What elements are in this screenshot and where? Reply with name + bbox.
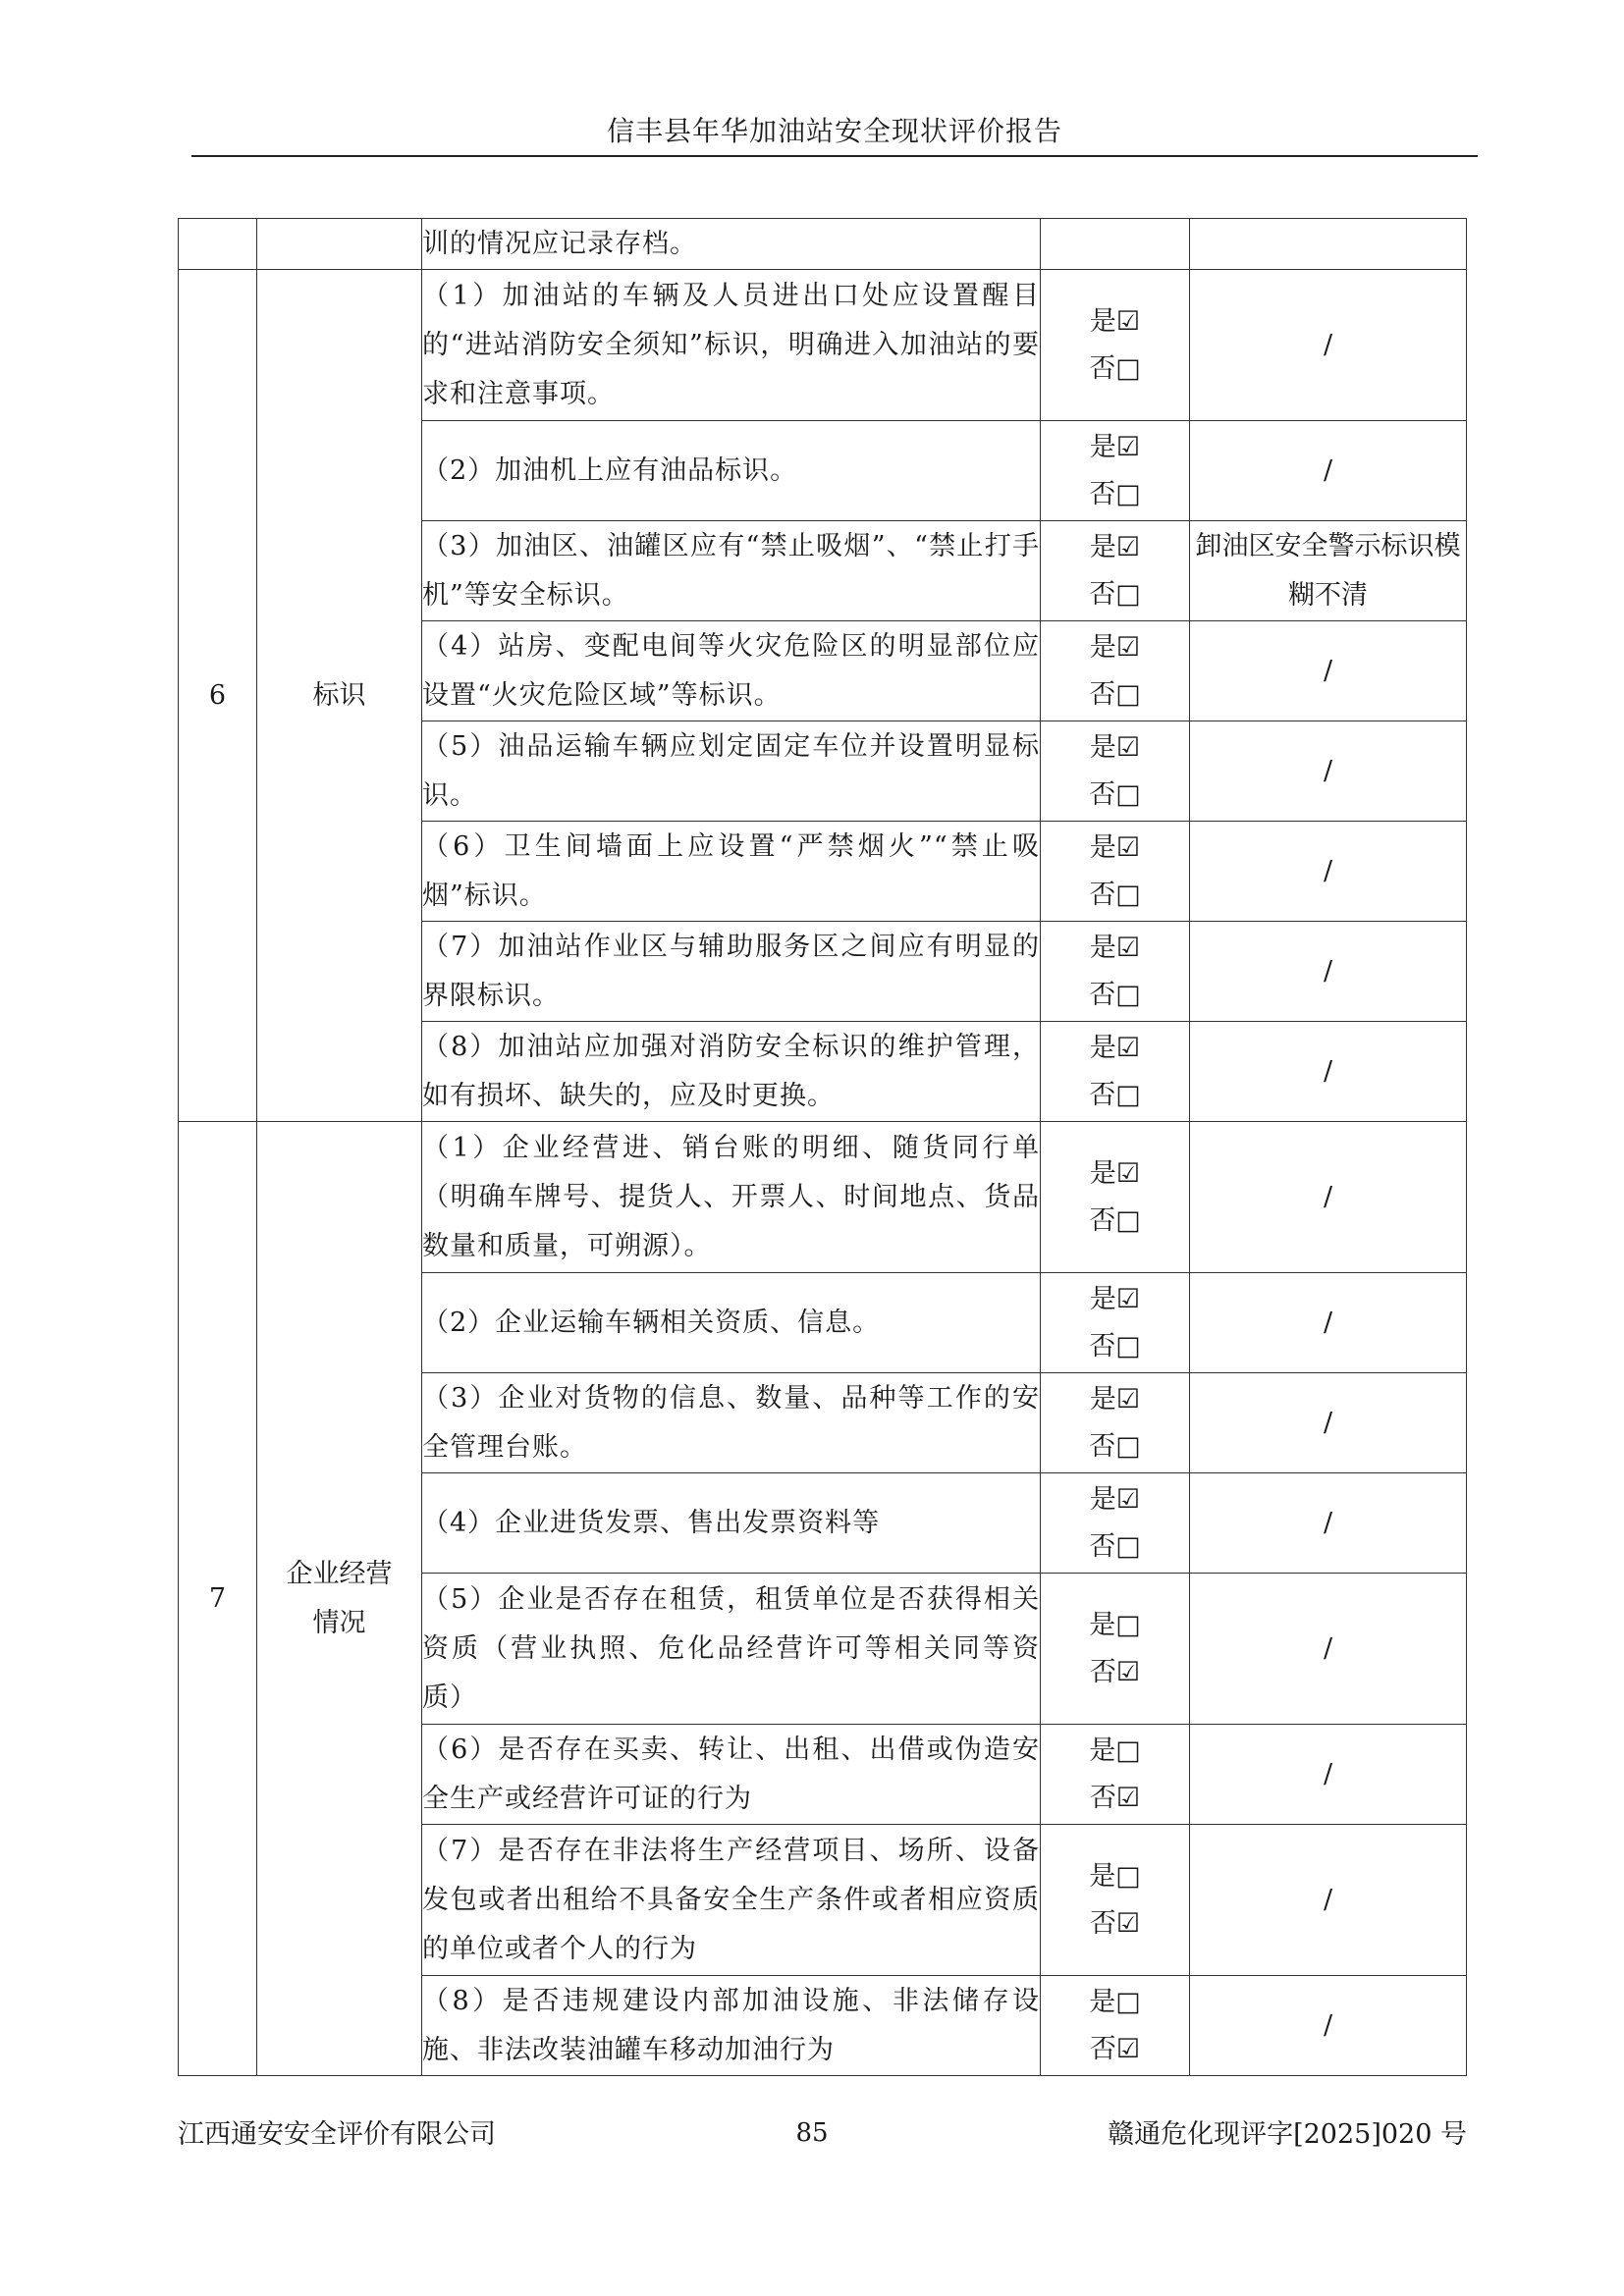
remark-cell: / [1190,1825,1467,1976]
no-checkbox: 否□ [1089,578,1141,610]
yes-checkbox: 是☑ [1089,1032,1141,1063]
remark-cell: / [1190,1473,1467,1574]
remark-cell: / [1190,1273,1467,1373]
category-label: 标识 [312,679,366,711]
category-label: 企业经营情况 [286,1558,393,1638]
check-item-text: （2）加油机上应有油品标识。 [422,421,1041,521]
yes-no-cell [1041,521,1190,621]
footer-document-number: 赣通危化现评字[2025]020 号 [1108,2119,1467,2150]
yes-checkbox: 是□ [1089,1860,1141,1892]
yes-no-cell [1041,1825,1190,1976]
remark-cell: / [1190,1725,1467,1825]
remark-cell: / [1190,1022,1467,1122]
yes-no-cell [1041,621,1190,721]
check-item-text: 训的情况应记录存档。 [422,219,1041,270]
check-item-text: （5）油品运输车辆应划定固定车位并设置明显标识。 [422,721,1041,822]
remark-cell: / [1190,721,1467,822]
remark-cell: / [1190,621,1467,721]
yes-no-cell [1041,1725,1190,1825]
no-checkbox: 否□ [1089,1079,1141,1110]
yes-checkbox: 是☑ [1089,531,1141,562]
no-checkbox: 否☑ [1089,1782,1141,1813]
check-item-text: （6）是否存在买卖、转让、出租、出借或伪造安全生产或经营许可证的行为 [422,1725,1041,1825]
category-cell [257,219,422,270]
yes-no-cell [1041,1022,1190,1122]
yes-checkbox: 是□ [1089,1986,1141,2017]
no-checkbox: 否☑ [1089,2033,1141,2064]
table-row [179,1122,1467,1273]
remark-cell: / [1190,1976,1467,2076]
category-cell [257,1122,422,2076]
footer-company: 江西通安安全评价有限公司 [178,2119,496,2150]
yes-checkbox: 是☑ [1089,731,1141,763]
no-checkbox: 否□ [1089,879,1141,910]
remark-cell [1190,219,1467,270]
check-item-text: （8）是否违规建设内部加油设施、非法储存设施、非法改装油罐车移动加油行为 [422,1976,1041,2076]
no-checkbox: 否□ [1089,352,1141,384]
yes-no-cell [1041,922,1190,1022]
yes-no-cell [1041,421,1190,521]
check-item-text: （3）企业对货物的信息、数量、品种等工作的安全管理台账。 [422,1373,1041,1473]
remark-cell: / [1190,421,1467,521]
row-number: 7 [179,1122,257,2076]
no-checkbox: 否☑ [1089,1907,1141,1939]
remark-cell: / [1190,822,1467,922]
yes-checkbox: 是☑ [1089,932,1141,963]
header-divider [191,155,1478,157]
yes-checkbox: 是☑ [1089,1483,1141,1515]
yes-checkbox: 是□ [1089,1735,1141,1766]
remark-cell: / [1190,270,1467,421]
yes-no-cell [1041,1122,1190,1273]
yes-no-cell [1041,1273,1190,1373]
no-checkbox: 否□ [1089,1530,1141,1562]
row-number [179,219,257,270]
remark-cell: / [1190,1373,1467,1473]
yes-checkbox: 是☑ [1089,431,1141,462]
yes-no-cell [1041,822,1190,922]
remark-cell: / [1190,922,1467,1022]
no-checkbox: 否□ [1089,979,1141,1010]
yes-no-cell [1041,1473,1190,1574]
yes-no-cell [1041,721,1190,822]
check-item-text: （5）企业是否存在租赁，租赁单位是否获得相关资质（营业执照、危化品经营许可等相关同等资质） [422,1574,1041,1725]
check-item-text: （7）加油站作业区与辅助服务区之间应有明显的界限标识。 [422,922,1041,1022]
no-checkbox: 否☑ [1089,1656,1141,1687]
check-item-text: （4）企业进货发票、售出发票资料等 [422,1473,1041,1574]
no-checkbox: 否□ [1089,1330,1141,1362]
footer-page-number: 85 [795,2118,829,2148]
row-number: 6 [179,270,257,1122]
yes-no-cell [1041,219,1190,270]
check-item-text: （6）卫生间墙面上应设置“严禁烟火”“禁止吸烟”标识。 [422,822,1041,922]
yes-no-cell [1041,270,1190,421]
check-item-text: （1）加油站的车辆及人员进出口处应设置醒目的“进站消防安全须知”标识，明确进入加油站的要求和注意事项。 [422,270,1041,421]
no-checkbox: 否□ [1089,678,1141,710]
category-cell [257,270,422,1122]
remark-cell: / [1190,1574,1467,1725]
check-item-text: （4）站房、变配电间等火灾危险区的明显部位应设置“火灾危险区域”等标识。 [422,621,1041,721]
check-item-text: （2）企业运输车辆相关资质、信息。 [422,1273,1041,1373]
yes-checkbox: 是☑ [1089,831,1141,863]
check-item-text: （8）加油站应加强对消防安全标识的维护管理，如有损坏、缺失的，应及时更换。 [422,1022,1041,1122]
yes-checkbox: 是☑ [1089,631,1141,663]
table-row [179,219,1467,270]
check-item-text: （3）加油区、油罐区应有“禁止吸烟”、“禁止打手机”等安全标识。 [422,521,1041,621]
no-checkbox: 否□ [1089,478,1141,509]
no-checkbox: 否□ [1089,778,1141,810]
no-checkbox: 否□ [1089,1430,1141,1462]
yes-no-cell [1041,1976,1190,2076]
yes-checkbox: 是☑ [1089,1383,1141,1415]
yes-checkbox: 是☑ [1089,1283,1141,1314]
check-item-text: （7）是否存在非法将生产经营项目、场所、设备发包或者出租给不具备安全生产条件或者相应资质的单位或者个人的行为 [422,1825,1041,1976]
no-checkbox: 否□ [1089,1204,1141,1236]
remark-cell: 卸油区安全警示标识模糊不清 [1190,521,1467,621]
yes-checkbox: 是□ [1089,1609,1141,1640]
page-header-title: 信丰县年华加油站安全现状评价报告 [606,115,1062,147]
yes-no-cell [1041,1574,1190,1725]
yes-checkbox: 是☑ [1089,1157,1141,1189]
yes-no-cell [1041,1373,1190,1473]
check-item-text: （1）企业经营进、销台账的明细、随货同行单（明确车牌号、提货人、开票人、时间地点、货品数量和质量，可朔源）。 [422,1122,1041,1273]
table-row [179,270,1467,421]
evaluation-checklist-table [178,218,1467,2076]
yes-checkbox: 是☑ [1089,305,1141,337]
remark-cell: / [1190,1122,1467,1273]
